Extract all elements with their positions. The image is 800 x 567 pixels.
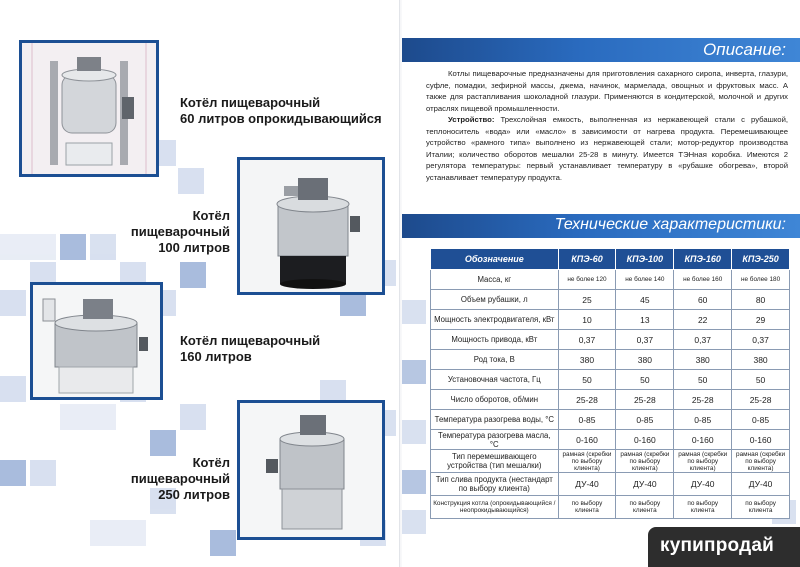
product-title-kpe-60 — [180, 95, 382, 127]
table-row — [431, 496, 790, 519]
product-title-line1: Котёл пищеварочный — [180, 333, 321, 348]
param-value: 0-160 — [674, 430, 732, 450]
table-row — [431, 330, 790, 350]
table-row — [431, 310, 790, 330]
param-value: 0-85 — [732, 410, 790, 430]
param-value: 380 — [616, 350, 674, 370]
param-value: 50 — [616, 370, 674, 390]
param-value: 0,37 — [674, 330, 732, 350]
kettle-100-illustration — [240, 160, 382, 292]
param-value: 0-160 — [558, 430, 616, 450]
device-text: Трехслойная емкость, выполненная из нержавеющей стали с рубашкой, теплоноситель «вода» или «масло» в зависимости от нагрева продукта. Перемешивающее устройство «рамного типа» выполнено из нержавеющей стали; мотор-редуктор производства Италии; количество оборотов мешалки 25-28 в минуту. Имеется ТЭНная коробка. Имеются 2 регулятора температуры: первый устанавливает температуру в «рубашке обогрева», второй устанавливает температуру продукта. — [426, 115, 788, 182]
device-paragraph — [426, 114, 788, 183]
product-title-line1: Котёл пищеварочный — [130, 208, 230, 239]
param-name: Тип перемешивающего устройства (тип мешалки) — [431, 450, 559, 473]
kettle-160-illustration — [33, 285, 160, 397]
param-name: Температура разогрева масла, °С — [431, 430, 559, 450]
specs-header-cell: Обозначение — [431, 249, 559, 270]
param-name: Масса, кг — [431, 270, 559, 290]
table-row — [431, 370, 790, 390]
param-name: Тип слива продукта (нестандарт по выбору клиента) — [431, 473, 559, 496]
product-image-kpe-250 — [237, 400, 385, 540]
device-label: Устройство: — [448, 115, 495, 124]
specs-header-cell: КПЭ-60 — [558, 249, 616, 270]
param-name: Установочная частота, Гц — [431, 370, 559, 390]
param-value: 80 — [732, 290, 790, 310]
param-value: 22 — [674, 310, 732, 330]
param-name: Конструкция котла (опрокидывающийся / неопрокидывающийся) — [431, 496, 559, 519]
param-name: Мощность привода, кВт — [431, 330, 559, 350]
param-value: рамная (скребки по выбору клиента) — [558, 450, 616, 473]
param-value: 25-28 — [558, 390, 616, 410]
table-row — [431, 410, 790, 430]
param-value: 0-85 — [616, 410, 674, 430]
watermark-text: купипродай — [660, 535, 774, 556]
param-value: ДУ-40 — [616, 473, 674, 496]
param-value: 25-28 — [674, 390, 732, 410]
param-value: по выбору клиента — [558, 496, 616, 519]
table-row — [431, 473, 790, 496]
param-value: ДУ-40 — [732, 473, 790, 496]
param-name: Число оборотов, об/мин — [431, 390, 559, 410]
product-title-line2: 60 литров опрокидывающийся — [180, 111, 382, 126]
param-value: не более 180 — [732, 270, 790, 290]
specs-header-cell: КПЭ-250 — [732, 249, 790, 270]
param-value: ДУ-40 — [558, 473, 616, 496]
specs-header-cell: КПЭ-160 — [674, 249, 732, 270]
product-title-line1: Котёл пищеварочный — [180, 95, 321, 110]
table-row — [431, 430, 790, 450]
kettle-60-illustration — [22, 43, 156, 174]
param-value: по выбору клиента — [674, 496, 732, 519]
description-text — [426, 68, 788, 183]
param-value: не более 140 — [616, 270, 674, 290]
param-value: 0,37 — [732, 330, 790, 350]
product-title-kpe-100 — [92, 208, 230, 256]
specs-header-row — [431, 249, 790, 270]
param-value: рамная (скребки по выбору клиента) — [674, 450, 732, 473]
table-row — [431, 350, 790, 370]
table-row — [431, 450, 790, 473]
param-value: по выбору клиента — [616, 496, 674, 519]
product-title-line2: 160 литров — [180, 349, 252, 364]
param-name: Мощность электродвигателя, кВт — [431, 310, 559, 330]
specs-banner — [402, 214, 800, 238]
param-value: 0,37 — [616, 330, 674, 350]
param-name: Род тока, В — [431, 350, 559, 370]
product-image-kpe-160 — [30, 282, 163, 400]
product-image-kpe-60 — [19, 40, 159, 177]
table-row — [431, 290, 790, 310]
param-value: 60 — [674, 290, 732, 310]
product-title-kpe-250 — [92, 455, 230, 503]
table-row — [431, 390, 790, 410]
param-value: рамная (скребки по выбору клиента) — [616, 450, 674, 473]
param-value: рамная (скребки по выбору клиента) — [732, 450, 790, 473]
param-value: 0-85 — [558, 410, 616, 430]
product-image-kpe-100 — [237, 157, 385, 295]
param-value: 0-160 — [616, 430, 674, 450]
param-value: 50 — [674, 370, 732, 390]
kettle-250-illustration — [240, 403, 382, 537]
param-value: 25 — [558, 290, 616, 310]
param-name: Объем рубашки, л — [431, 290, 559, 310]
product-title-line2: 250 литров — [158, 487, 230, 502]
table-row — [431, 270, 790, 290]
param-value: 25-28 — [616, 390, 674, 410]
param-value: 45 — [616, 290, 674, 310]
description-banner — [402, 38, 800, 62]
param-name: Температура разогрева воды, °С — [431, 410, 559, 430]
param-value: не более 120 — [558, 270, 616, 290]
param-value: 0-85 — [674, 410, 732, 430]
param-value: 380 — [732, 350, 790, 370]
param-value: 29 — [732, 310, 790, 330]
param-value: 0-160 — [732, 430, 790, 450]
param-value: 13 — [616, 310, 674, 330]
param-value: не более 160 — [674, 270, 732, 290]
product-title-kpe-160 — [180, 333, 320, 365]
param-value: 10 — [558, 310, 616, 330]
description-paragraph: Котлы пищеварочные предназначены для приготовления сахарного сиропа, инверта, глазури, суфле, помадки, зефирной массы, джема, начинок, мармелада, овощных и фруктовых масс. А также для растапливания шоколадной глазури. Применяются в кондитерской, молочной и других отраслях пищевой промышленности. — [426, 69, 788, 113]
specs-header-cell: КПЭ-100 — [616, 249, 674, 270]
product-title-line1: Котёл пищеварочный — [130, 455, 230, 486]
right-page — [402, 0, 800, 567]
specs-table — [430, 248, 790, 519]
description-heading: Описание: — [703, 40, 786, 59]
product-title-line2: 100 литров — [158, 240, 230, 255]
param-value: 380 — [674, 350, 732, 370]
param-value: 0,37 — [558, 330, 616, 350]
param-value: 50 — [558, 370, 616, 390]
param-value: по выбору клиента — [732, 496, 790, 519]
param-value: 25-28 — [732, 390, 790, 410]
param-value: ДУ-40 — [674, 473, 732, 496]
param-value: 380 — [558, 350, 616, 370]
param-value: 50 — [732, 370, 790, 390]
specs-heading: Технические характеристики: — [554, 216, 786, 233]
site-watermark — [648, 527, 800, 567]
